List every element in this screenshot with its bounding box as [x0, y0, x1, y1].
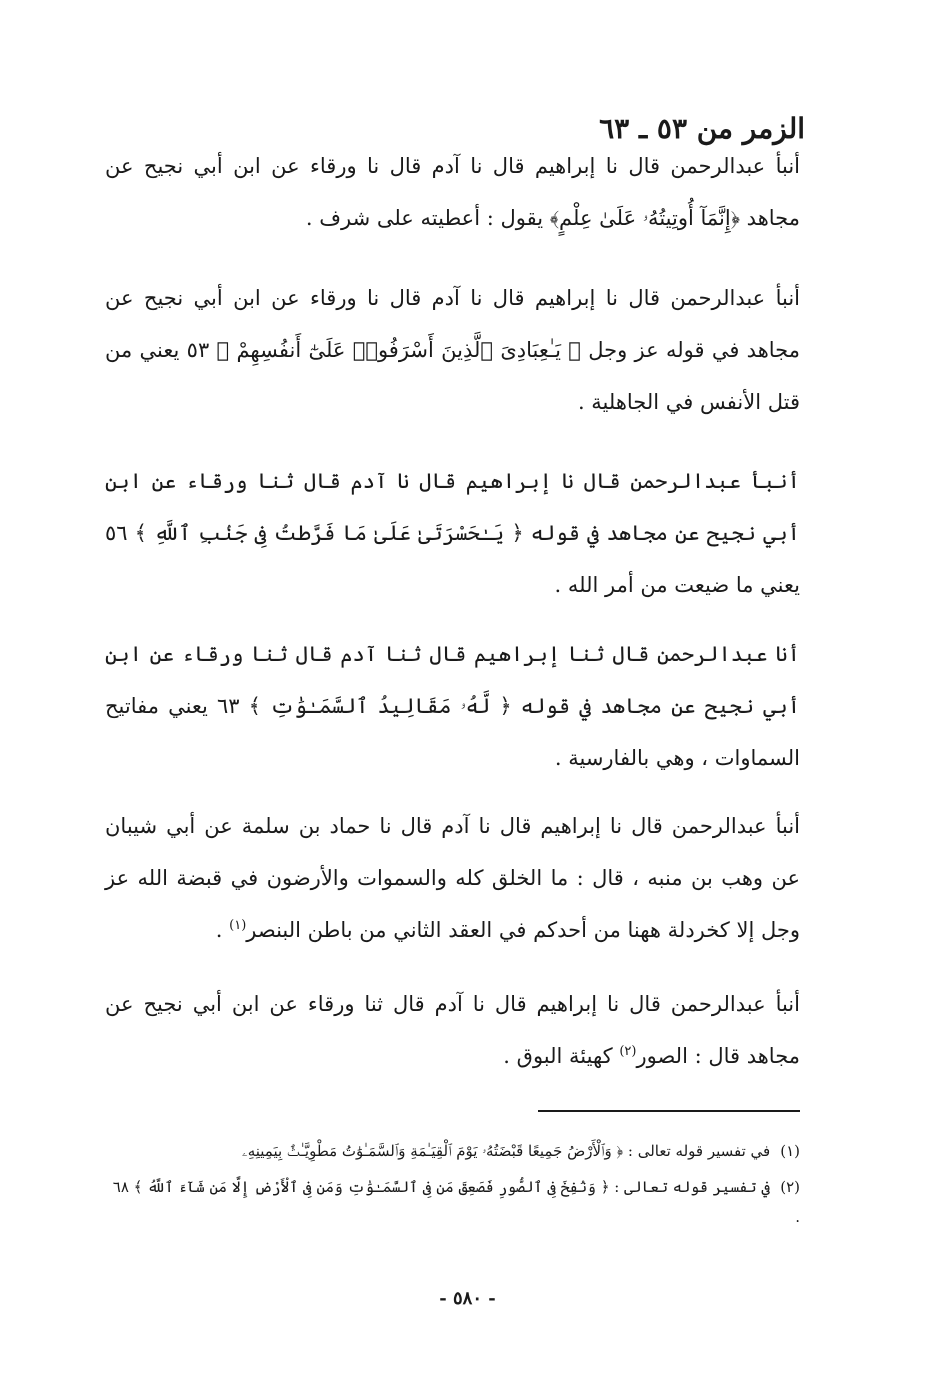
- footnote-number: (١): [780, 1142, 800, 1160]
- page-number: - ٥٨٠ -: [439, 1288, 496, 1309]
- narration-1: [105, 140, 800, 244]
- narration-text: أنا عبدالرحمن قال ثنا إبراهيم قال ثنا آدم قال ثنا ورقاء عن ابن أبي نجيح عن مجاهد في قوله ﴿ لَّهُۥ مَقَالِيدُ ٱلسَّمَـٰوَٰتِ ﴾ ٦٣ يعني مفاتيح السماوات ، وهي بالفارسية .: [105, 642, 800, 770]
- narration-5: [105, 800, 800, 956]
- footnote-1: [105, 1136, 800, 1166]
- narration-text: أنبأ عبدالرحمن قال نا إبراهيم قال نا آدم قال نا ورقاء عن ابن أبي نجيح عن مجاهد في قوله عز وجل ﴿ يَـٰعِبَادِىَ ٱلَّذِينَ أَسْرَفُوا۟ عَلَىٰٓ أَنفُسِهِمْ ﴾ ٥٣ يعني من قتل الأنفس في الجاهلية .: [105, 286, 800, 414]
- footnote-2: [105, 1172, 800, 1232]
- footnote-ref-2: (٢): [619, 1044, 637, 1059]
- footnote-number: (٢): [780, 1178, 800, 1196]
- narration-tail: .: [215, 918, 230, 942]
- narration-2: [105, 272, 800, 428]
- footnote-text: في تفسير قوله تعالى : ﴿ وَنُفِخَ فِى ٱلصُّورِ فَصَعِقَ مَن فِى ٱلسَّمَـٰوَٰتِ وَمَن فِى ٱلْأَرْضِ إِلَّا مَن شَآءَ ٱللَّهُ ﴾ ٦٨ .: [112, 1178, 800, 1226]
- narration-6: [105, 978, 800, 1082]
- narration-3: [105, 455, 800, 611]
- narration-text: أنبأ عبدالرحمن قال نا إبراهيم قال نا آدم قال نا ورقاء عن ابن أبي نجيح عن مجاهد ﴿إِنَّمَآ أُوتِيتُهُۥ عَلَىٰ عِلْمٍ﴾ يقول : أعطيته على شرف .: [105, 154, 800, 230]
- footnote-text: في تفسير قوله تعالى : ﴿ وَٱلْأَرْضُ جَمِيعًا قَبْضَتُهُۥ يَوْمَ ٱلْقِيَـٰمَةِ وَٱلسَّمَـٰوَٰتُ مَطْوِيَّـٰتٌۢ بِيَمِينِهِۦ: [242, 1142, 771, 1160]
- footnote-divider: [538, 1110, 800, 1112]
- narration-tail: كهيئة البوق .: [503, 1044, 620, 1068]
- narration-text: أنبأ عبدالرحمن قال نا إبراهيم قال نا آدم قال ثنا ورقاء عن ابن أبي نجيح عن مجاهد قال : الصور: [105, 992, 800, 1068]
- narration-text: أنبأ عبدالرحمن قال نا إبراهيم قال نا آدم قال ثنا ورقاء عن ابن أبي نجيح عن مجاهد في قوله ﴿ يَـٰحَسْرَتَىٰ عَلَىٰ مَا فَرَّطتُ فِى جَنۢبِ ٱللَّهِ ﴾ ٥٦ يعني ما ضيعت من أمر الله .: [105, 469, 800, 597]
- narration-text: أنبأ عبدالرحمن قال نا إبراهيم قال نا آدم قال نا حماد بن سلمة عن أبي شيبان عن وهب بن منبه ، قال : ما الخلق كله والسموات والأرضون في قبضة الله عز وجل إلا كخردلة ههنا من أحدكم في العقد الثاني من باطن البنصر: [105, 814, 800, 942]
- page-header: الزمر من ٥٣ ـ ٦٣: [599, 112, 805, 145]
- footnote-ref-1: (١): [229, 918, 247, 933]
- narration-4: [105, 628, 800, 784]
